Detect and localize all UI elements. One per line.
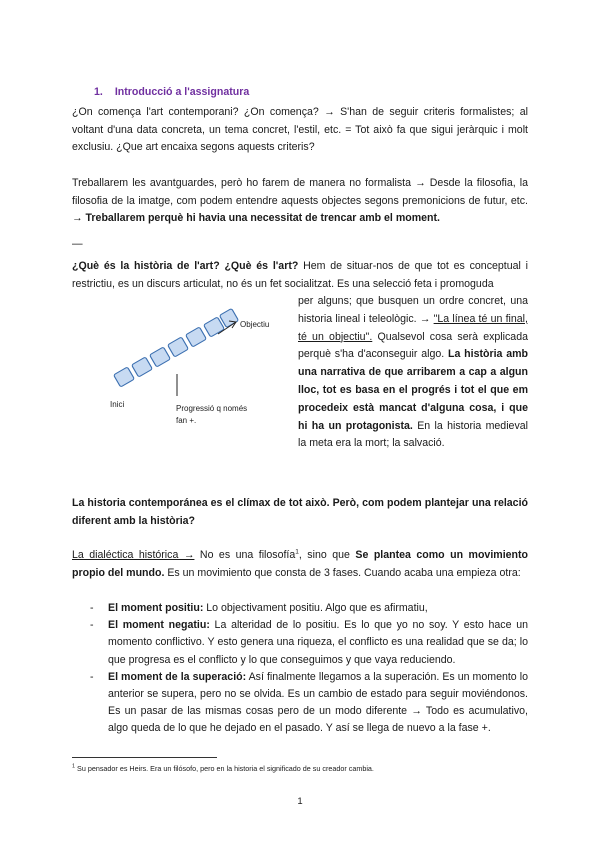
dialectic-text-3: Es un movimiento que consta de 3 fases. Cuando acaba una empieza otra: [164, 566, 521, 579]
paragraph-side [298, 293, 528, 453]
page-number: 1 [297, 796, 303, 807]
list-item-text: La alteridad de lo positiu. Es lo que yo no soy. Y esto hace un momento conflictivo. Y esto genera una riqueza, el conflicto es una realidad que se da; lo que progresa es el conflicto y lo que conseguimos y que vaya reduciendo. [108, 619, 528, 666]
paragraph-intro-text: ¿On comença l'art contemporani? ¿On comença? → S'han de seguir criteris formalistes; al voltant d'una data concreta, un tema concret, l'estil, etc. = Tot això fa que sigui jeràrquic i molt exclusiu. ¿Que art encaixa segons aquests criteris? [72, 106, 528, 154]
heading-number: 1. [94, 86, 103, 98]
side-text-1: per alguns; que busquen un ordre concret, una historia lineal i teleològic. → [298, 295, 528, 325]
dialectic-text-1: No es una filosofía [194, 549, 296, 561]
diagram-step [204, 317, 225, 337]
footnote-text: Su pensador es Heirs. Era un filósofo, pero en la historia el significado de su creador cambia. [75, 764, 374, 773]
progress-diagram [100, 300, 300, 430]
diagram-step [132, 357, 153, 377]
paragraph-dialectic [72, 547, 528, 582]
diagram-step [150, 347, 171, 367]
paragraph-question-bold: ¿Què és la història de l'art? ¿Què és l'art? [72, 260, 299, 272]
diagram-label-progress-1: Progressió q només [176, 404, 248, 413]
list-item-text: Así finalmente llegamos a la superación. Es un momento lo anterior se supera, pero no se olvida. Es un cambio de estado para seguir moviéndonos. Es un pasar de las mismas cosas pero de un modo diferente → Todo es acumulativo, algo queda de lo que he dejado en el pasado. Y así se llega de nuevo a la fase +. [108, 670, 528, 735]
side-text-2: Qualsevol cosa serà explicada perquè s'ha d'aconseguir algo. [298, 330, 528, 361]
footnote-ref[interactable]: 1 [295, 548, 299, 556]
dialectic-term: La dialéctica histórica → [72, 549, 195, 561]
diagram-steps [114, 308, 239, 387]
paragraph-question [72, 258, 528, 293]
side-text-3: En la historia medieval la meta era la mort; la salvació. [298, 419, 528, 450]
list-item [90, 617, 528, 669]
paragraph-avantguardes-bold: → Treballarem perquè hi havia una necessitat de trencar amb el moment. [72, 212, 440, 225]
diagram-label-progress-2: fan +. [176, 416, 197, 425]
paragraph-intro [72, 104, 528, 157]
dialectic-bold: Se plantea como un movimiento propio del mundo. [72, 549, 528, 579]
footnote-number: 1 [72, 763, 76, 770]
list-item-text: Lo objectivament positiu. Algo que es afirmatiu, [203, 602, 428, 614]
list-item-title: El moment negatiu: [108, 619, 210, 632]
paragraph-question-text: Hem de situar-nos de que tot es conceptual i restrictiu, es un discurs articulat, no és un fet socialitzat. Es una selecció feta i promoguda [72, 260, 528, 290]
diagram-step [168, 337, 189, 357]
side-bold: La història amb una narrativa de que arribarem a cap a algun lloc, tot es basa en el progrés i tot el que em procedeix està mancat d'alguna cosa, i que hi ha un protagonista. [298, 348, 529, 432]
diagram-step [114, 367, 135, 387]
list-item-title: El moment de la superació: [108, 670, 247, 683]
side-quote: "La línea té un final, té un objectiu". [298, 312, 528, 343]
section-heading [94, 86, 249, 98]
paragraph-contemporary [72, 495, 528, 530]
phase-list [90, 600, 528, 738]
footnote-divider [72, 757, 217, 758]
separator-dash: — [72, 238, 83, 250]
list-item [90, 600, 528, 617]
list-item-title: El moment positiu: [108, 602, 204, 614]
list-item [90, 669, 528, 738]
diagram-label-goal: Objectiu [240, 320, 270, 329]
paragraph-avantguardes [72, 175, 528, 228]
heading-title: Introducció a l'assignatura [114, 86, 250, 98]
dialectic-text-2: , sino que [298, 549, 356, 561]
diagram-step [186, 327, 207, 347]
paragraph-avantguardes-text: Treballarem les avantguardes, però ho farem de manera no formalista → Desde la filosofia, la filosofia de la imatge, com podem entendre aquests objectes segons premonicions de futur, etc. [72, 177, 528, 207]
paragraph-contemporary-bold: La historia contemporánea es el clímax de tot això. Però, com podem plantejar una relació diferent amb la història? [72, 497, 528, 527]
diagram-label-start: Inici [110, 400, 125, 409]
footnote [72, 764, 528, 774]
